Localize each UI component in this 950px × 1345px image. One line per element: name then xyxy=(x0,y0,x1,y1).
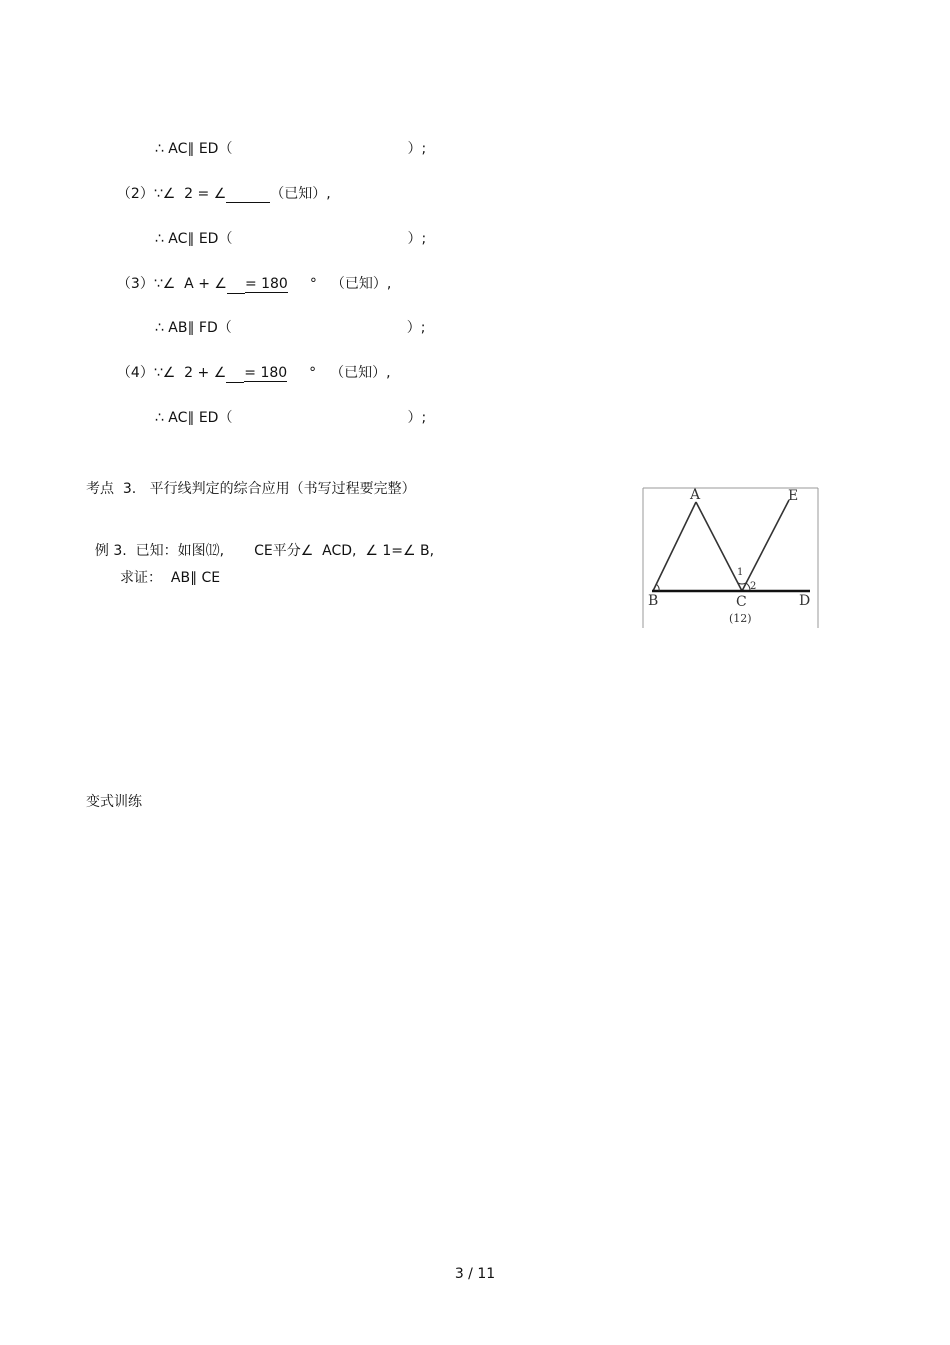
answer-blank[interactable] xyxy=(226,188,270,203)
example-label: 例 3. 已知：如图⑿, xyxy=(94,543,225,559)
proof-line-4-equation: = 180 xyxy=(244,276,288,292)
page-number: 3 / 11 xyxy=(454,1266,496,1282)
answer-blank[interactable] xyxy=(226,368,244,383)
proof-line-3-suffix: ）; xyxy=(407,231,427,247)
proof-line-6 xyxy=(108,346,391,383)
proof-line-4-prefix: （3）∵∠ A + ∠ xyxy=(116,276,227,292)
segment-ce xyxy=(742,500,789,591)
label-point-b: B xyxy=(648,593,659,609)
geometry-figure xyxy=(642,486,820,630)
proof-line-4 xyxy=(108,257,391,294)
label-angle-2: 2 xyxy=(750,581,757,592)
proof-line-1-prefix: ∴ AC∥ ED（ xyxy=(154,141,233,157)
prove-statement: 求证： AB∥ CE xyxy=(120,570,221,586)
example-given: CE平分∠ ACD, ∠ 1=∠ B, xyxy=(254,543,435,559)
example-statement xyxy=(86,524,434,560)
proof-line-2-suffix: （已知）, xyxy=(270,186,331,202)
label-point-d: D xyxy=(799,593,811,609)
figure-caption: (12) xyxy=(729,612,752,625)
proof-line-6-prefix: （4）∵∠ 2 + ∠ xyxy=(116,365,227,381)
proof-line-1 xyxy=(146,122,426,158)
label-point-e: E xyxy=(788,488,799,504)
degree-sign: ° xyxy=(309,365,317,381)
proof-line-4-note: （已知）, xyxy=(330,276,392,292)
proof-line-7-suffix: ）; xyxy=(407,410,427,426)
section-heading: 考点 3. 平行线判定的综合应用（书写过程要完整） xyxy=(86,481,416,497)
proof-line-3 xyxy=(146,212,426,248)
proof-line-6-note: （已知）, xyxy=(330,365,391,381)
proof-line-6-equation: = 180 xyxy=(244,365,288,381)
label-angle-1: 1 xyxy=(737,567,744,578)
proof-line-5-suffix: ）; xyxy=(406,320,426,336)
practice-heading: 变式训练 xyxy=(86,794,142,810)
proof-line-5 xyxy=(146,301,425,337)
proof-line-7 xyxy=(146,391,426,427)
label-point-a: A xyxy=(690,487,701,503)
proof-line-2-prefix: （2）∵∠ 2 = ∠ xyxy=(116,186,227,202)
segment-ab xyxy=(653,502,696,591)
proof-line-5-prefix: ∴ AB∥ FD（ xyxy=(154,320,232,336)
degree-sign: ° xyxy=(309,276,317,292)
proof-line-1-suffix: ）; xyxy=(407,141,427,157)
figure-svg xyxy=(642,486,820,630)
segment-ac xyxy=(696,502,742,591)
label-point-c: C xyxy=(736,594,747,610)
answer-blank[interactable] xyxy=(227,279,245,294)
proof-line-2 xyxy=(108,167,331,203)
angle-1-arc xyxy=(738,583,746,584)
proof-line-3-prefix: ∴ AC∥ ED（ xyxy=(154,231,233,247)
proof-line-7-prefix: ∴ AC∥ ED（ xyxy=(154,410,233,426)
